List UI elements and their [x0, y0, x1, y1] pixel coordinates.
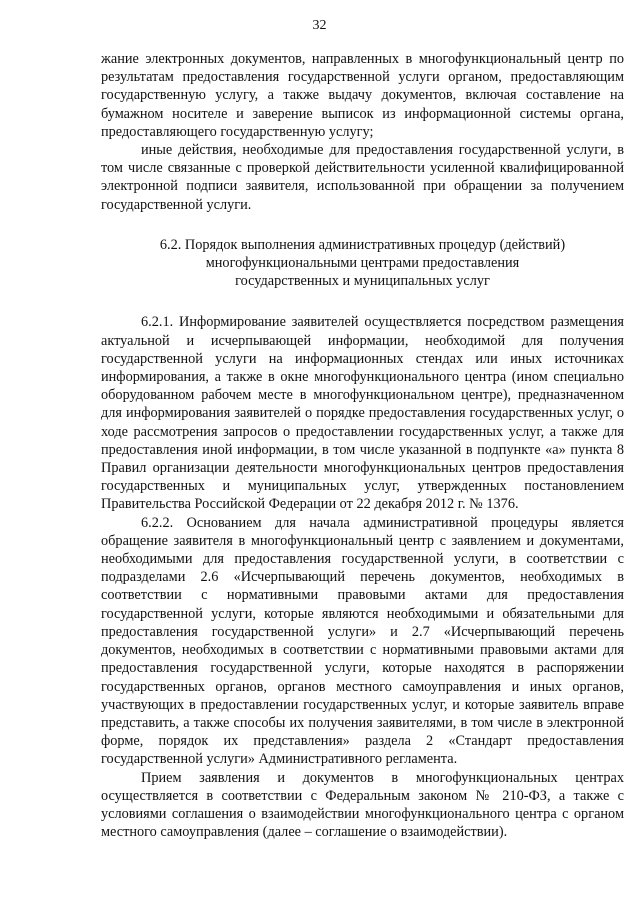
- page-number: 32: [312, 18, 327, 33]
- paragraph-intro-continuation: жание электронных документов, направленных в многофункциональный центр по результатам предоставления государственной услуги органом, предоставляющим государственную услугу, а также выдачу документов, включая составление на бумажном носителе и заверение выписок из информационной системы органа, предоставляющего государственную услугу;: [101, 51, 624, 140]
- section-heading: [101, 236, 624, 291]
- paragraph-6-2-2: 6.2.2. Основанием для начала административной процедуры является обращение заявителя в многофункциональный центр с заявлением и документами, необходимыми для предоставления государственной услуги, в соответствии с подразделами 2.6 «Исчерпывающий перечень документов, необходимых в соответствии с нормативными правовыми актами для предоставления государственной услуги, которые являются необходимыми и обязательными для предоставления государственной услуги» и 2.7 «Исчерпывающий перечень документов, необходимых в соответствии с нормативными правовыми актами для предоставления государственной услуги, которые находятся в распоряжении государственных органов, органов местного самоуправления и иных органов, участвующих в предоставлении государственных услуг, и которые заявитель вправе представить, а также способы их получения заявителями, в том числе в электронной форме, порядок их представления» раздела 2 «Стандарт предоставления государственной услуги» Административного регламента.: [101, 514, 624, 768]
- paragraph-reception: Прием заявления и документов в многофункциональных центрах осуществляется в соответствии с Федеральным законом № 210-ФЗ, а также с условиями соглашения о взаимодействии многофункционального центра с органом местного самоуправления (далее – соглашение о взаимодействии).: [101, 769, 624, 841]
- section-heading-line-3: государственных и муниципальных услуг: [235, 273, 490, 290]
- paragraph-other-actions: иные действия, необходимые для предоставления государственной услуги, в том числе связанные с проверкой действительности усиленной квалифицированной электронной подписи заявителя, использованной при обращении за получением государственной услуги.: [101, 142, 624, 213]
- section-heading-line-1: 6.2. Порядок выполнения административных процедур (действий): [159, 236, 566, 253]
- document-body: [101, 50, 624, 841]
- section-heading-line-2: многофункциональными центрами предоставления: [205, 255, 520, 272]
- paragraph-6-2-1: 6.2.1. Информирование заявителей осуществляется посредством размещения актуальной и исчерпывающей информации, необходимой для получения государственной услуги на информационных стендах или иных источниках информирования, а также в окне многофункционального центра (ином специально оборудованном рабочем месте в многофункциональном центре), предназначенном для информирования заявителей о порядке предоставления государственных услуг, о ходе рассмотрения запросов о предоставлении государственных услуг, а также для предоставления иной информации, в том числе указанной в подпункте «а» пункта 8 Правил организации деятельности многофункциональных центров предоставления государственных и муниципальных услуг, утвержденных постановлением Правительства Российской Федерации от 22 декабря 2012 г. № 1376.: [101, 314, 624, 513]
